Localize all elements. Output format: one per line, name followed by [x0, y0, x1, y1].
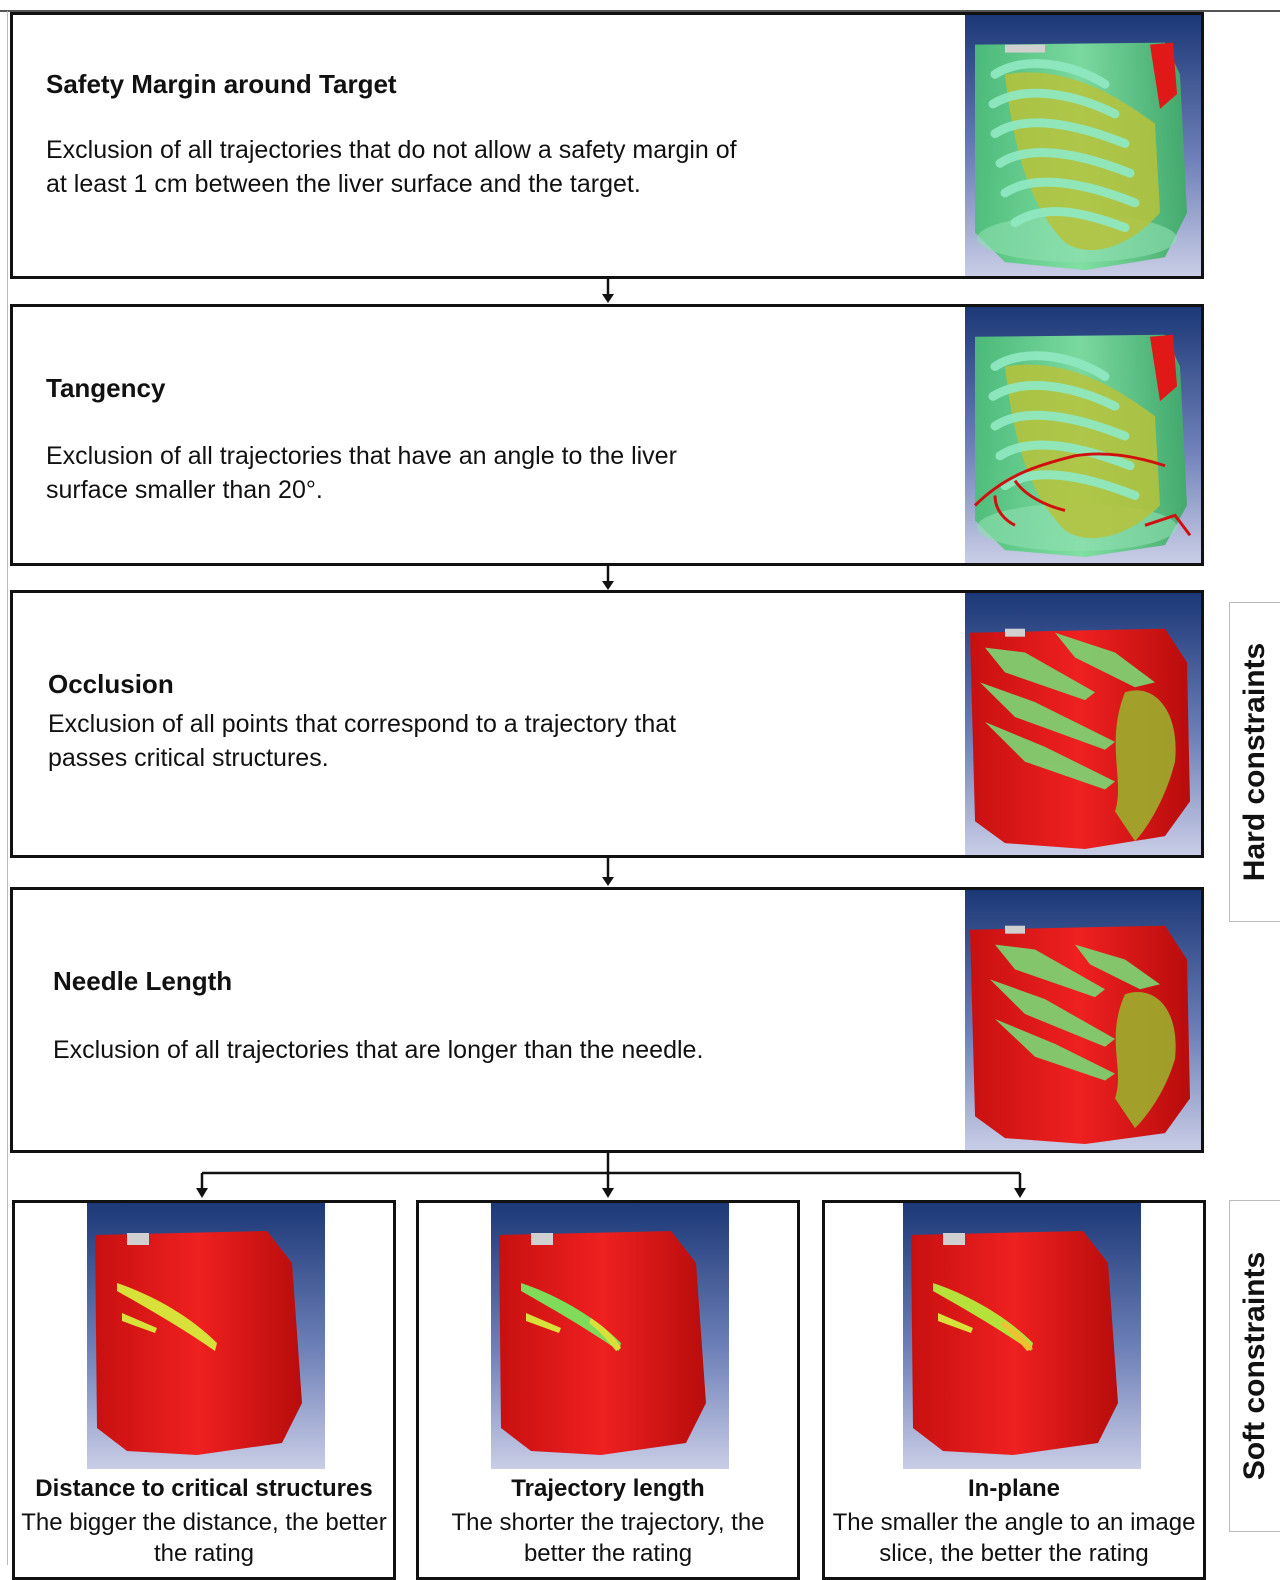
- flow-arrow: [598, 858, 618, 888]
- liver-model-image: [903, 1203, 1141, 1469]
- flow-arrow: [598, 279, 618, 305]
- branch-connector: [190, 1153, 1032, 1201]
- step-occlusion: [10, 590, 1204, 858]
- step-safety-margin: [10, 12, 1204, 279]
- step-tangency: [10, 304, 1204, 566]
- step-description: Exclusion of all trajectories that have an angle to the liver surface smaller than 20°.: [46, 442, 677, 504]
- soft-trajectory-length: [416, 1200, 800, 1580]
- soft-distance-critical: [12, 1200, 396, 1580]
- step-needle-length: [10, 887, 1204, 1153]
- liver-model-image: [491, 1203, 729, 1469]
- step-title: Tangency: [46, 373, 166, 403]
- liver-model-image: [965, 15, 1201, 276]
- flow-arrow: [598, 566, 618, 592]
- step-description: Exclusion of all points that correspond to a trajectory that passes critical structures.: [48, 710, 677, 772]
- soft-title: Trajectory length: [511, 1475, 705, 1502]
- soft-constraints-label: Soft constraints: [1229, 1200, 1280, 1532]
- soft-title: In-plane: [967, 1475, 1060, 1502]
- step-title: Occlusion: [48, 669, 174, 699]
- step-title: Needle Length: [53, 966, 233, 996]
- left-guide-line: [7, 11, 8, 1565]
- soft-description: The bigger the distance, the better the rating: [21, 1509, 387, 1567]
- soft-title: Distance to critical structures: [35, 1475, 373, 1502]
- liver-model-image: [965, 307, 1201, 563]
- step-description: Exclusion of all trajectories that are longer than the needle.: [53, 1036, 704, 1064]
- liver-model-image: [965, 890, 1201, 1150]
- soft-in-plane: [822, 1200, 1206, 1580]
- step-title: Safety Margin around Target: [46, 69, 397, 99]
- soft-description: The shorter the trajectory, the better the rating: [451, 1509, 765, 1567]
- step-description: Exclusion of all trajectories that do not allow a safety margin of at least 1 cm between the liver surface and the target.: [46, 136, 737, 198]
- soft-description: The smaller the angle to an image slice, the better the rating: [832, 1509, 1196, 1567]
- hard-constraints-label: Hard constraints: [1229, 602, 1280, 922]
- liver-model-image: [87, 1203, 325, 1469]
- liver-model-image: [965, 593, 1201, 855]
